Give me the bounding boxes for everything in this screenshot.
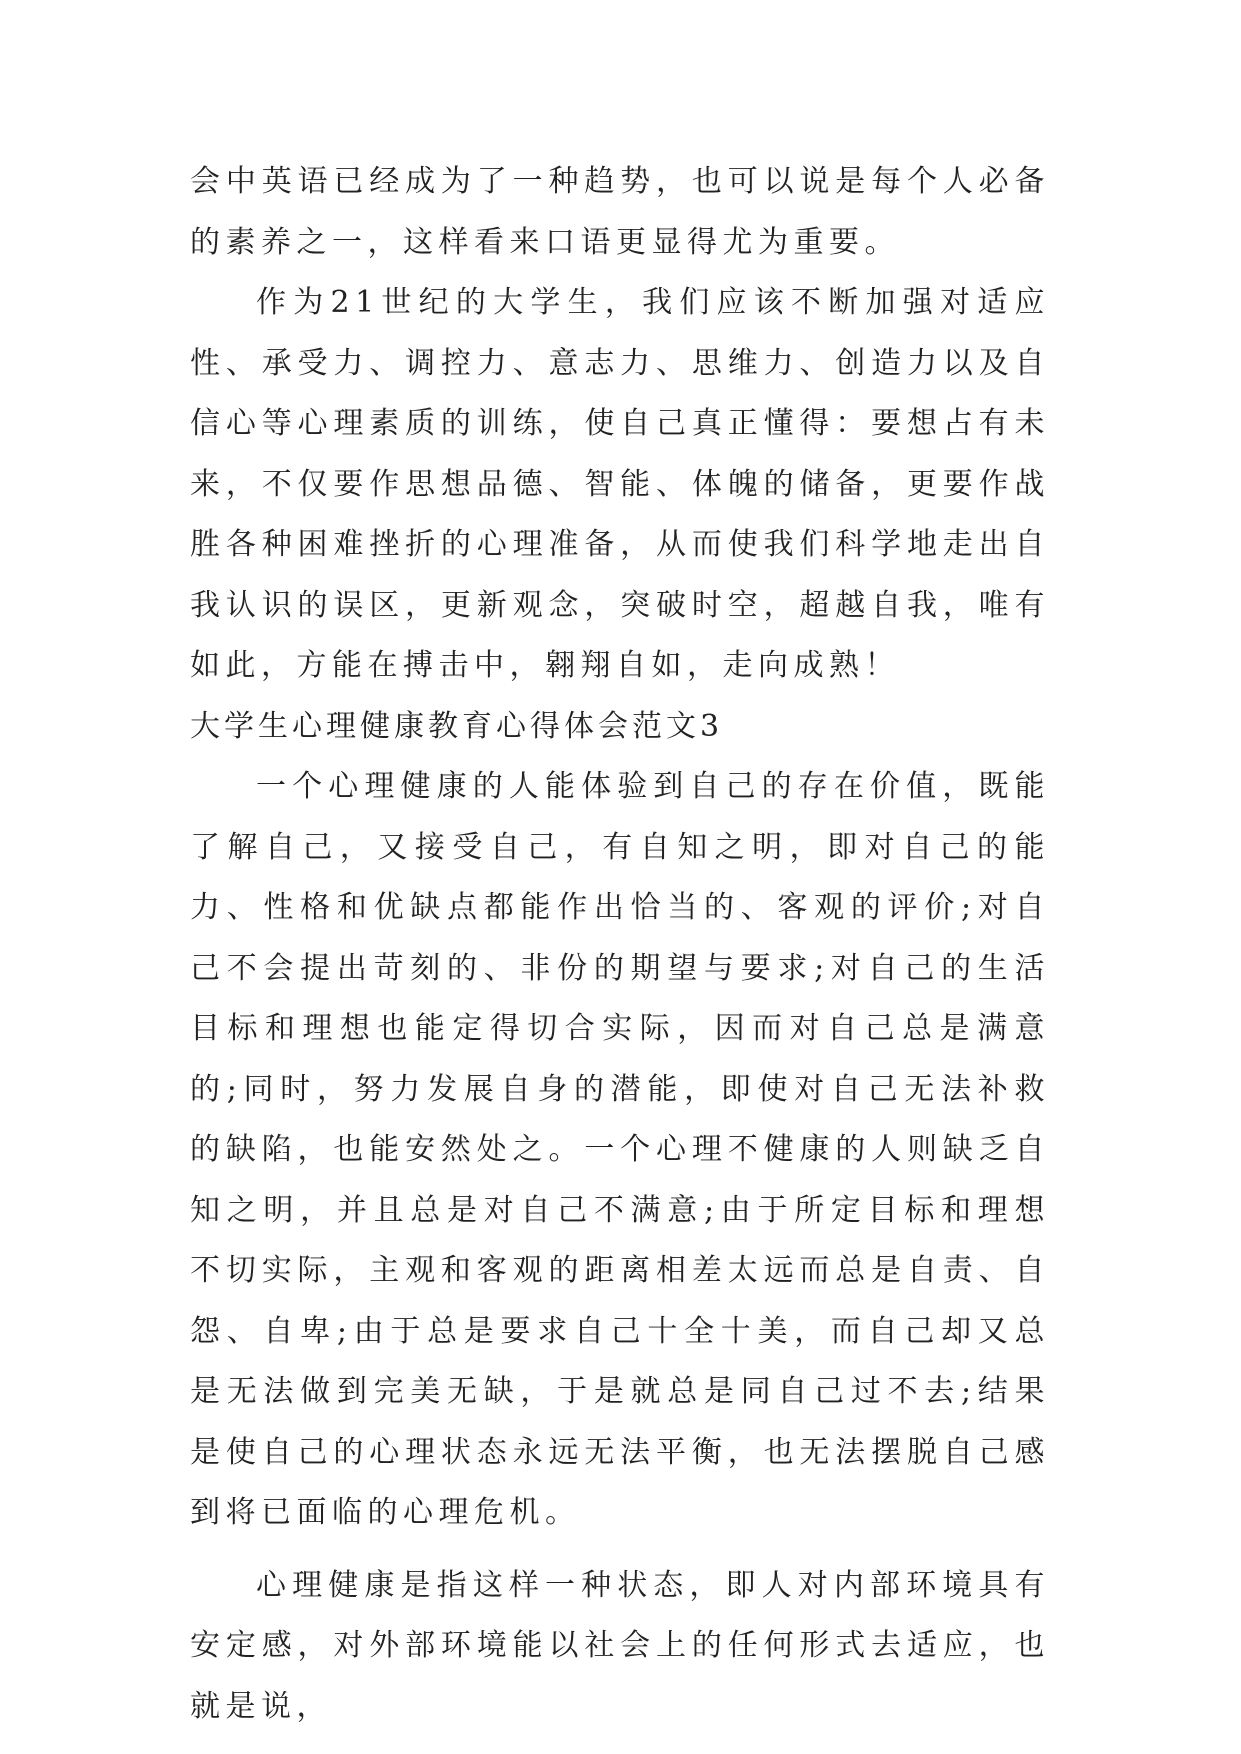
section-heading: 大学生心理健康教育心得体会范文3 (190, 708, 724, 744)
paragraph-continuation: 会中英语已经成为了一种趋势，也可以说是每个人必备的素养之一，这样看来口语更显得尤为重要。 (190, 164, 1050, 260)
document-page (190, 152, 1050, 1737)
paragraph-self-awareness: 一个心理健康的人能体验到自己的存在价值，既能了解自己，又接受自己，有自知之明，即对自己的能力、性格和优缺点都能作出恰当的、客观的评价;对自己不会提出苛刻的、非份的期望与要求;对自己的生活目标和理想也能定得切合实际，因而对自己总是满意的;同时，努力发展自身的潜能，即使对自己无法补救的缺陷，也能安然处之。一个心理不健康的人则缺乏自知之明，并且总是对自己不满意;由于所定目标和理想不切实际，主观和客观的距离相差太远而总是自责、自怨、自卑;由于总是要求自己十全十美，而自己却又总是无法做到完美无缺，于是就总是同自己过不去;结果是使自己的心理状态永远无法平衡，也无法摆脱自己感到将已面临的心理危机。 (190, 769, 1050, 1530)
paragraph-definition: 心理健康是指这样一种状态，即人对内部环境具有安定感，对外部环境能以社会上的任何形式去适应，也就是说， (190, 1567, 1050, 1724)
paragraph-21st-century: 作为21世纪的大学生，我们应该不断加强对适应性、承受力、调控力、意志力、思维力、创造力以及自信心等心理素质的训练，使自己真正懂得：要想占有未来，不仅要作思想品德、智能、体魄的储备，更要作战胜各种困难挫折的心理准备，从而使我们科学地走出自我认识的误区，更新观念，突破时空，超越自我，唯有如此，方能在搏击中，翱翔自如，走向成熟！ (190, 285, 1050, 683)
